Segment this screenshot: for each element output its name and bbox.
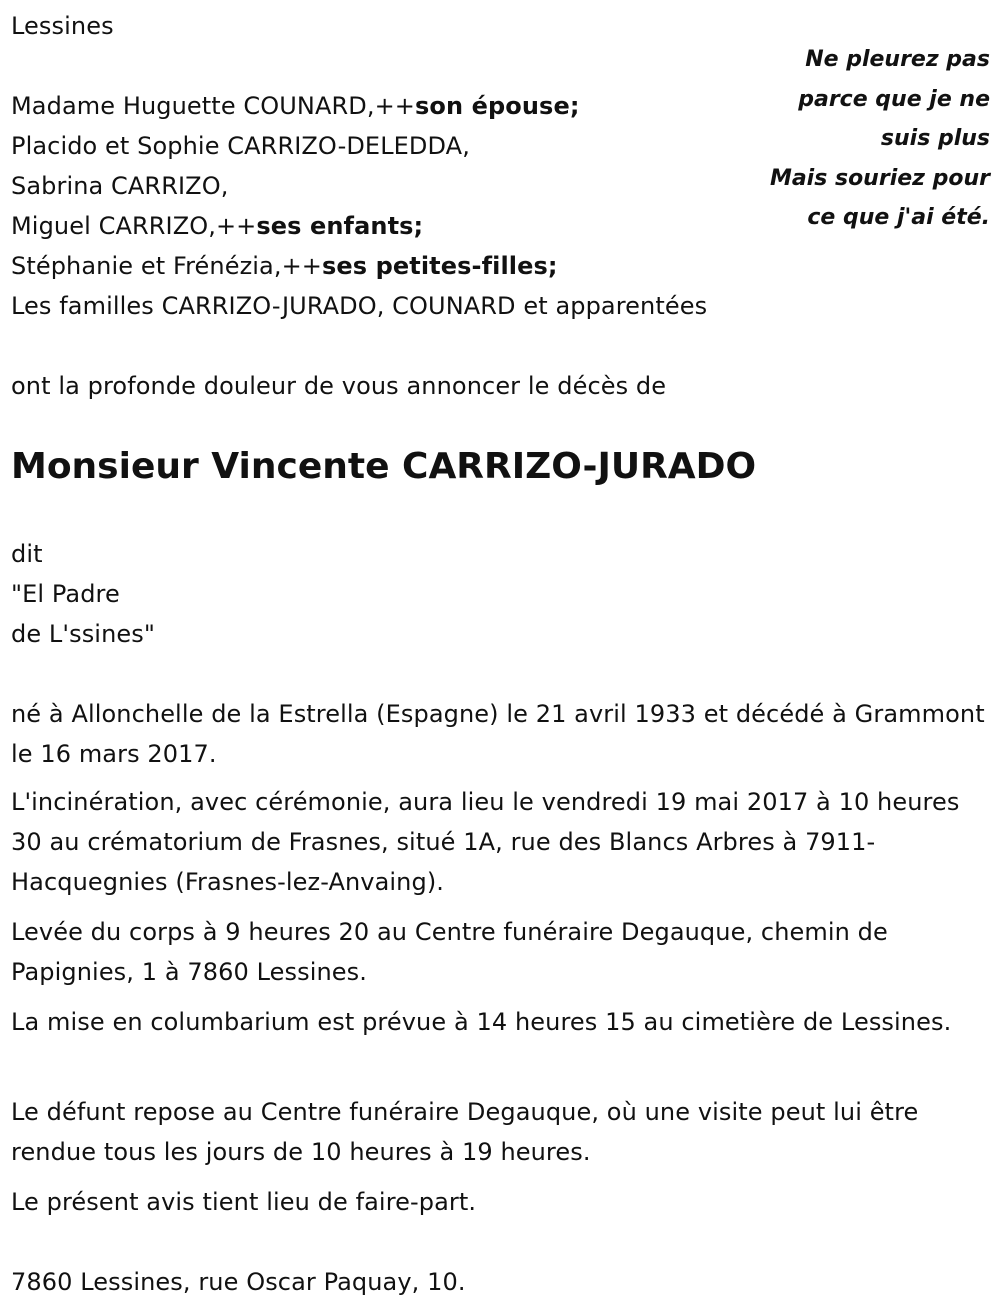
family-line-spouse [11, 86, 580, 126]
birth-death-paragraph: né à Allonchelle de la Estrella (Espagne) le 21 avril 1933 et décédé à Grammont le 16 mars 2017. [11, 700, 985, 768]
quote-line: suis plus [880, 126, 990, 151]
nickname-line: "El Padre [11, 580, 120, 608]
announcement-text: ont la profonde douleur de vous annoncer le décès de [11, 372, 667, 400]
family-line-relatives: Les familles CARRIZO-JURADO, COUNARD et apparentées [11, 292, 708, 320]
notice-paragraph: Le présent avis tient lieu de faire-part. [11, 1188, 477, 1216]
family-role: ses enfants; [256, 212, 424, 240]
family-line-children [11, 206, 423, 246]
family-role: ses petites-filles; [322, 252, 558, 280]
deceased-name: Monsieur Vincente CARRIZO-JURADO [11, 446, 757, 487]
family-line-grandchildren [11, 246, 558, 286]
quote-line: parce que je ne [798, 86, 990, 112]
quote-block [690, 40, 990, 238]
cremation-paragraph: L'incinération, avec cérémonie, aura lieu le vendredi 19 mai 2017 à 10 heures 30 au crématorium de Frasnes, situé 1A, rue des Blancs Arbres à 7911-Hacquegnies (Frasnes-lez-Anvaing). [11, 788, 960, 896]
nickname-line: de L'ssines" [11, 620, 155, 648]
address-text: 7860 Lessines, rue Oscar Paquay, 10. [11, 1268, 466, 1296]
family-member-name: Madame Huguette COUNARD,++ [11, 92, 416, 120]
visit-paragraph: Le défunt repose au Centre funéraire Degauque, où une visite peut lui être rendue tous les jours de 10 heures à 19 heures. [11, 1098, 919, 1166]
location-header: Lessines [11, 12, 114, 40]
levee-paragraph: Levée du corps à 9 heures 20 au Centre funéraire Degauque, chemin de Papignies, 1 à 7860 Lessines. [11, 918, 888, 986]
quote-line: Mais souriez pour [769, 165, 990, 191]
family-role: son épouse; [415, 92, 580, 120]
family-line-child: Placido et Sophie CARRIZO-DELEDDA, [11, 132, 470, 160]
family-member-name: Stéphanie et Frénézia,++ [11, 252, 323, 280]
quote-line: ce que j'ai été. [807, 205, 990, 230]
family-line-child: Sabrina CARRIZO, [11, 172, 229, 200]
columbarium-paragraph: La mise en columbarium est prévue à 14 heures 15 au cimetière de Lessines. [11, 1008, 952, 1036]
family-member-name: Miguel CARRIZO,++ [11, 212, 257, 240]
quote-line: Ne pleurez pas [805, 47, 990, 72]
nickname-line: dit [11, 540, 43, 568]
